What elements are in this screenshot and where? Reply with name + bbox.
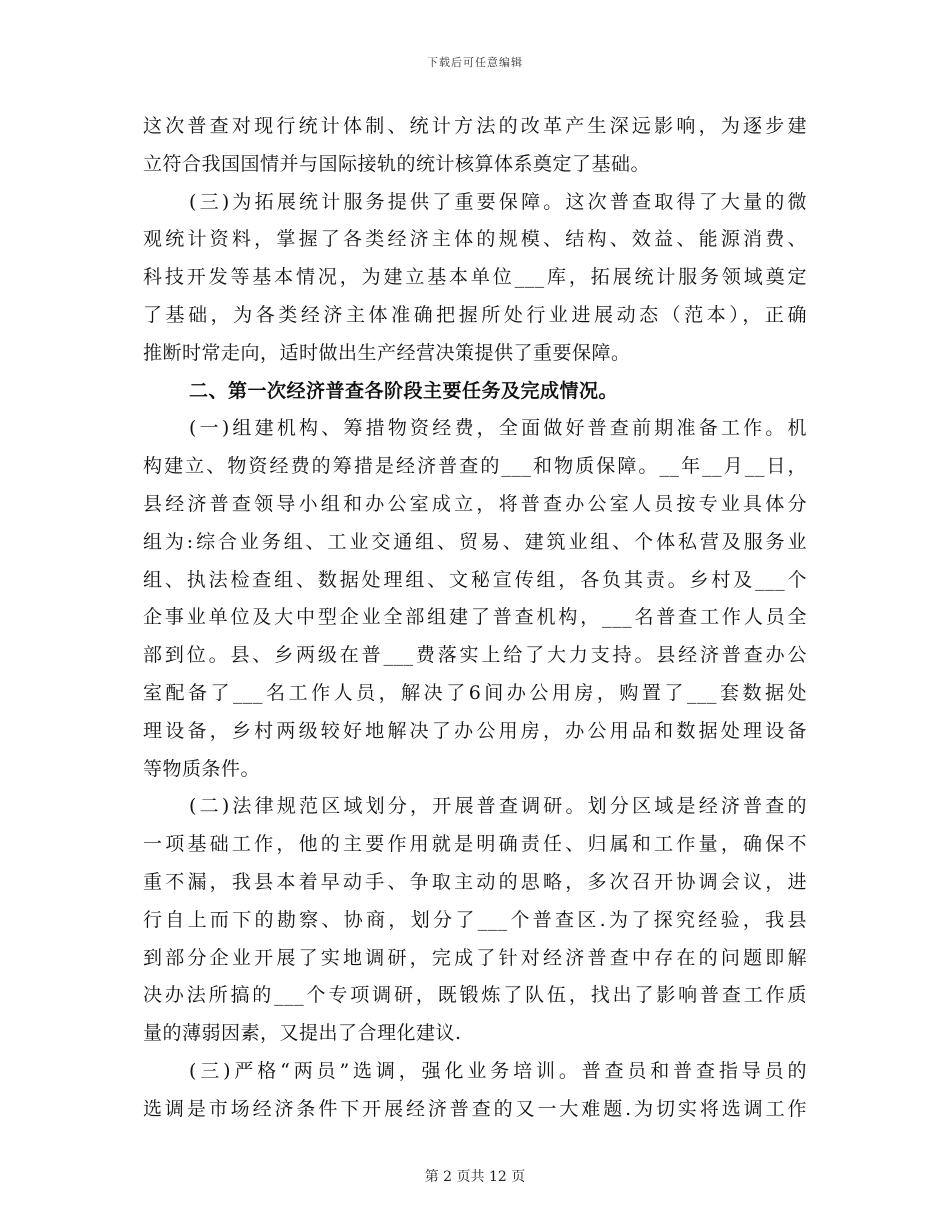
text-line: 组为:综合业务组、工业交通组、贸易、建筑业组、个体私营及服务业 [143, 530, 807, 553]
text-line: (三)为拓展统计服务提供了重要保障。这次普查取得了大量的微 [189, 190, 807, 213]
text-line: 部到位。县、乡两级在普___费落实上给了大力支持。县经济普查办公 [143, 644, 807, 667]
text-line: 理设备，乡村两级较好地解决了办公用房，办公用品和数据处理设备 [143, 719, 807, 742]
text-line: 等物质条件。 [143, 757, 261, 780]
page-number-footer: 第 2 页共 12 页 [424, 1169, 526, 1185]
text-line: (二)法律规范区域划分，开展普查调研。划分区域是经济普查的 [189, 795, 807, 818]
text-line: (一)组建机构、筹措物资经费，全面做好普查前期准备工作。机 [189, 417, 807, 440]
text-line: 到部分企业开展了实地调研，完成了针对经济普查中存在的问题即解 [143, 946, 807, 969]
text-line: 科技开发等基本情况，为建立基本单位___库，拓展统计服务领域奠定 [143, 266, 807, 289]
text-line: 这次普查对现行统计体制、统计方法的改革产生深远影响，为逐步建 [143, 115, 807, 137]
text-line: 组、执法检查组、数据处理组、文秘宣传组，各负其责。乡村及___个 [143, 568, 807, 591]
text-line: 推断时常走向，适时做出生产经营决策提供了重要保障。 [143, 341, 631, 364]
text-line: 行自上而下的勘察、协商，划分了___个普查区.为了探究经验，我县 [143, 908, 807, 931]
text-line: 量的薄弱因素，又提出了合理化建议. [143, 1022, 462, 1045]
text-line: 观统计资料，掌握了各类经济主体的规模、结构、效益、能源消费、 [143, 228, 807, 251]
text-line: 了基础，为各类经济主体准确把握所处行业进展动态（范本），正确 [143, 303, 807, 326]
page-header-note: 下载后可任意编辑 [427, 56, 523, 69]
text-line: 一项基础工作，他的主要作用就是明确责任、归属和工作量，确保不 [143, 833, 807, 856]
document-body [143, 108, 807, 1129]
text-line: 企事业单位及大中型企业全部组建了普查机构，___名普查工作人员全 [143, 606, 807, 629]
text-line: 构建立、物资经费的筹措是经济普查的___和物质保障。__年__月__日， [143, 455, 807, 478]
text-line: (三)严格“两员”选调，强化业务培训。普查员和普查指导员的 [189, 1059, 807, 1082]
text-line: 县经济普查领导小组和办公室成立，将普查办公室人员按专业具体分 [143, 492, 807, 515]
text-line: 立符合我国国情并与国际接轨的统计核算体系奠定了基础。 [143, 152, 651, 175]
text-line: 重不漏，我县本着早动手、争取主动的思略，多次召开协调会议，进 [143, 870, 807, 893]
section-heading: 二、第一次经济普查各阶段主要任务及完成情况。 [189, 379, 619, 402]
text-line: 室配备了___名工作人员，解决了6间办公用房，购置了___套数据处 [143, 681, 807, 704]
text-line: 选调是市场经济条件下开展经济普查的又一大难题.为切实将选调工作 [143, 1097, 807, 1120]
text-line: 决办法所搞的___个专项调研，既锻炼了队伍，找出了影响普查工作质 [143, 984, 807, 1007]
